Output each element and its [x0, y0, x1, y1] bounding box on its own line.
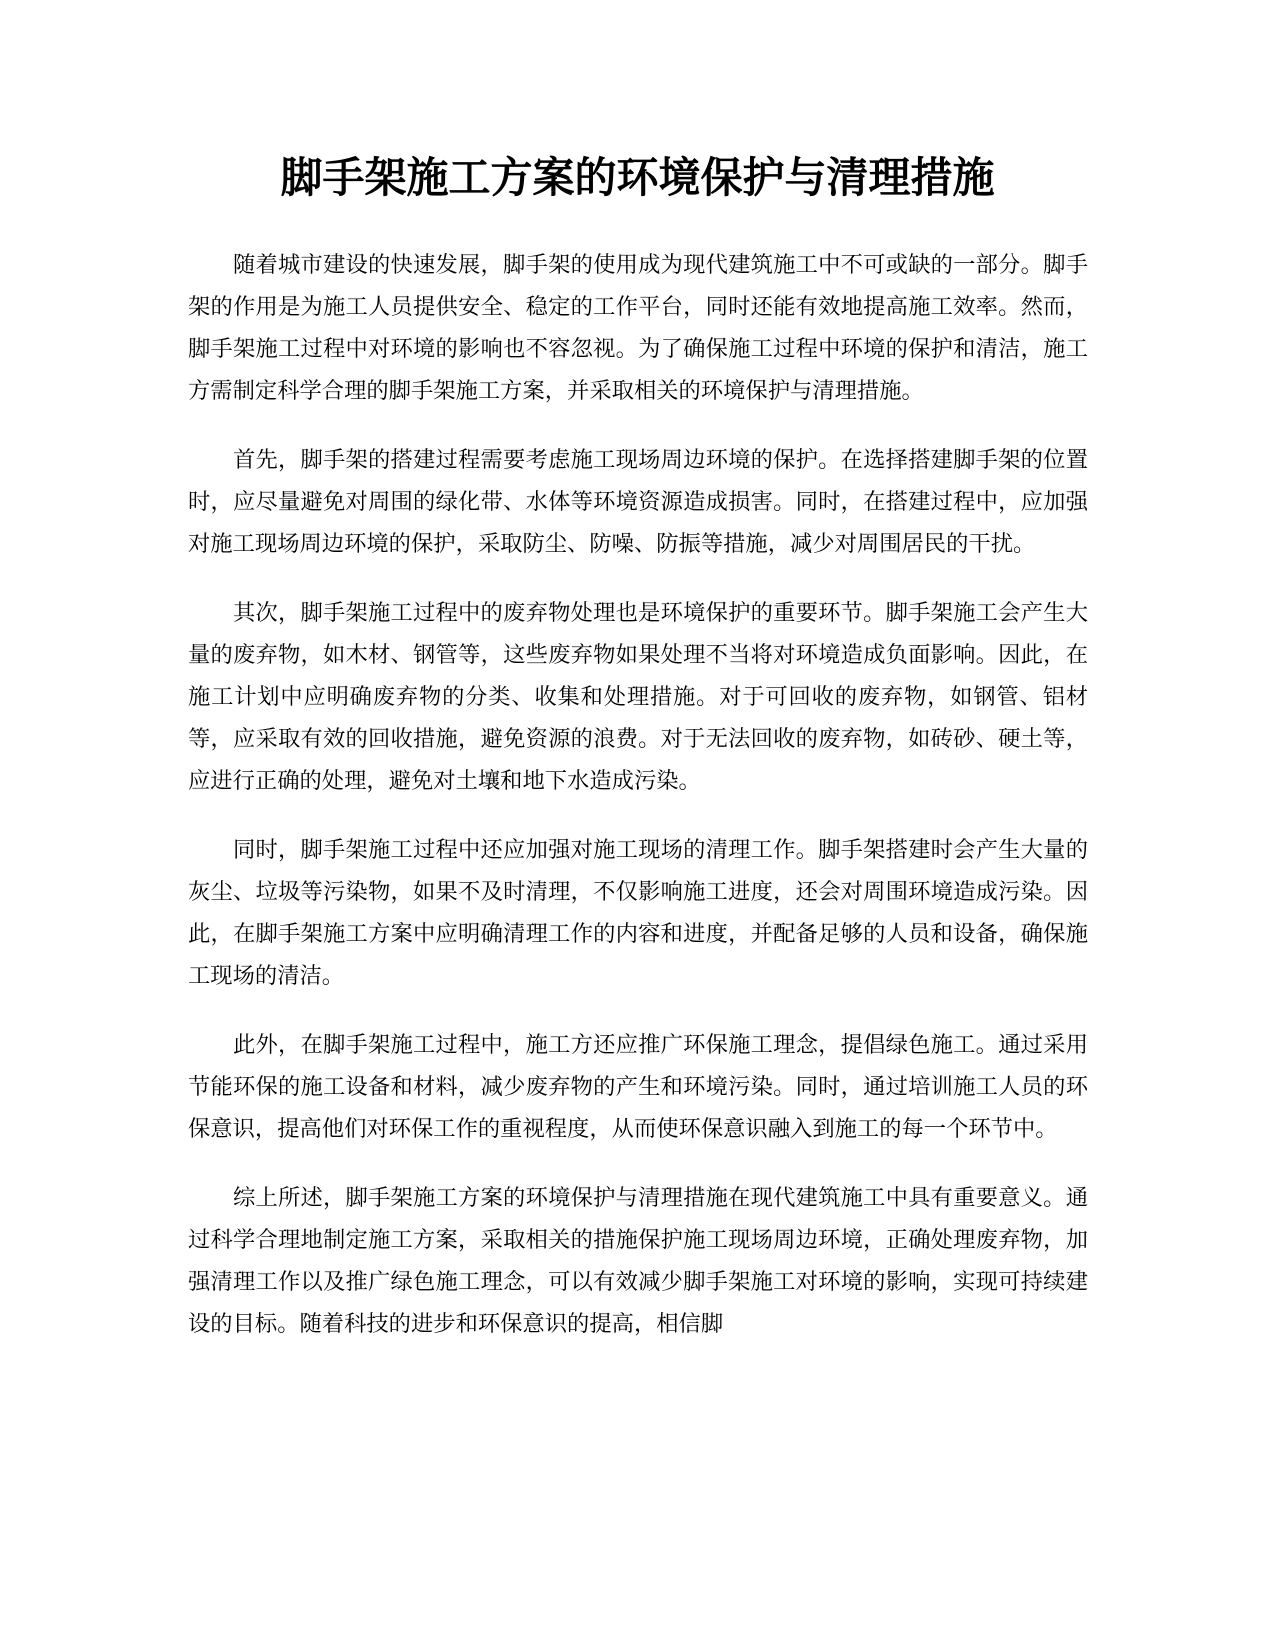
paragraph-second: 其次，脚手架施工过程中的废弃物处理也是环境保护的重要环节。脚手架施工会产生大量的废弃物，如木材、钢管等，这些废弃物如果处理不当将对环境造成负面影响。因此，在施工计划中应明确废弃物的分类、收集和处理措施。对于可回收的废弃物，如钢管、铝材等，应采取有效的回收措施，避免资源的浪费。对于无法回收的废弃物，如砖砂、硬土等，应进行正确的处理，避免对土壤和地下水造成污染。: [188, 600, 1088, 794]
document-title: 脚手架施工方案的环境保护与清理措施: [280, 153, 995, 202]
paragraph-intro: 随着城市建设的快速发展，脚手架的使用成为现代建筑施工中不可或缺的一部分。脚手架的作用是为施工人员提供安全、稳定的工作平台，同时还能有效地提高施工效率。然而，脚手架施工过程中对环境的影响也不容忽视。为了确保施工过程中环境的保护和清洁，施工方需制定科学合理的脚手架施工方案，并采取相关的环境保护与清理措施。: [188, 252, 1088, 404]
document-body: [188, 244, 1088, 1372]
paragraph-cleanup: 同时，脚手架施工过程中还应加强对施工现场的清理工作。脚手架搭建时会产生大量的灰尘、垃圾等污染物，如果不及时清理，不仅影响施工进度，还会对周围环境造成污染。因此，在脚手架施工方案中应明确清理工作的内容和进度，并配备足够的人员和设备，确保施工现场的清洁。: [188, 837, 1088, 989]
paragraph-summary: 综上所述，脚手架施工方案的环境保护与清理措施在现代建筑施工中具有重要意义。通过科学合理地制定施工方案，采取相关的措施保护施工现场周边环境，正确处理废弃物，加强清理工作以及推广绿色施工理念，可以有效减少脚手架施工对环境的影响，实现可持续建设的目标。随着科技的进步和环保意识的提高，相信脚: [188, 1185, 1088, 1337]
paragraph-green: 此外，在脚手架施工过程中，施工方还应推广环保施工理念，提倡绿色施工。通过采用节能环保的施工设备和材料，减少废弃物的产生和环境污染。同时，通过培训施工人员的环保意识，提高他们对环保工作的重视程度，从而使环保意识融入到施工的每一个环节中。: [188, 1032, 1088, 1142]
paragraph-first: 首先，脚手架的搭建过程需要考虑施工现场周边环境的保护。在选择搭建脚手架的位置时，应尽量避免对周围的绿化带、水体等环境资源造成损害。同时，在搭建过程中，应加强对施工现场周边环境的保护，采取防尘、防噪、防振等措施，减少对周围居民的干扰。: [188, 447, 1088, 557]
